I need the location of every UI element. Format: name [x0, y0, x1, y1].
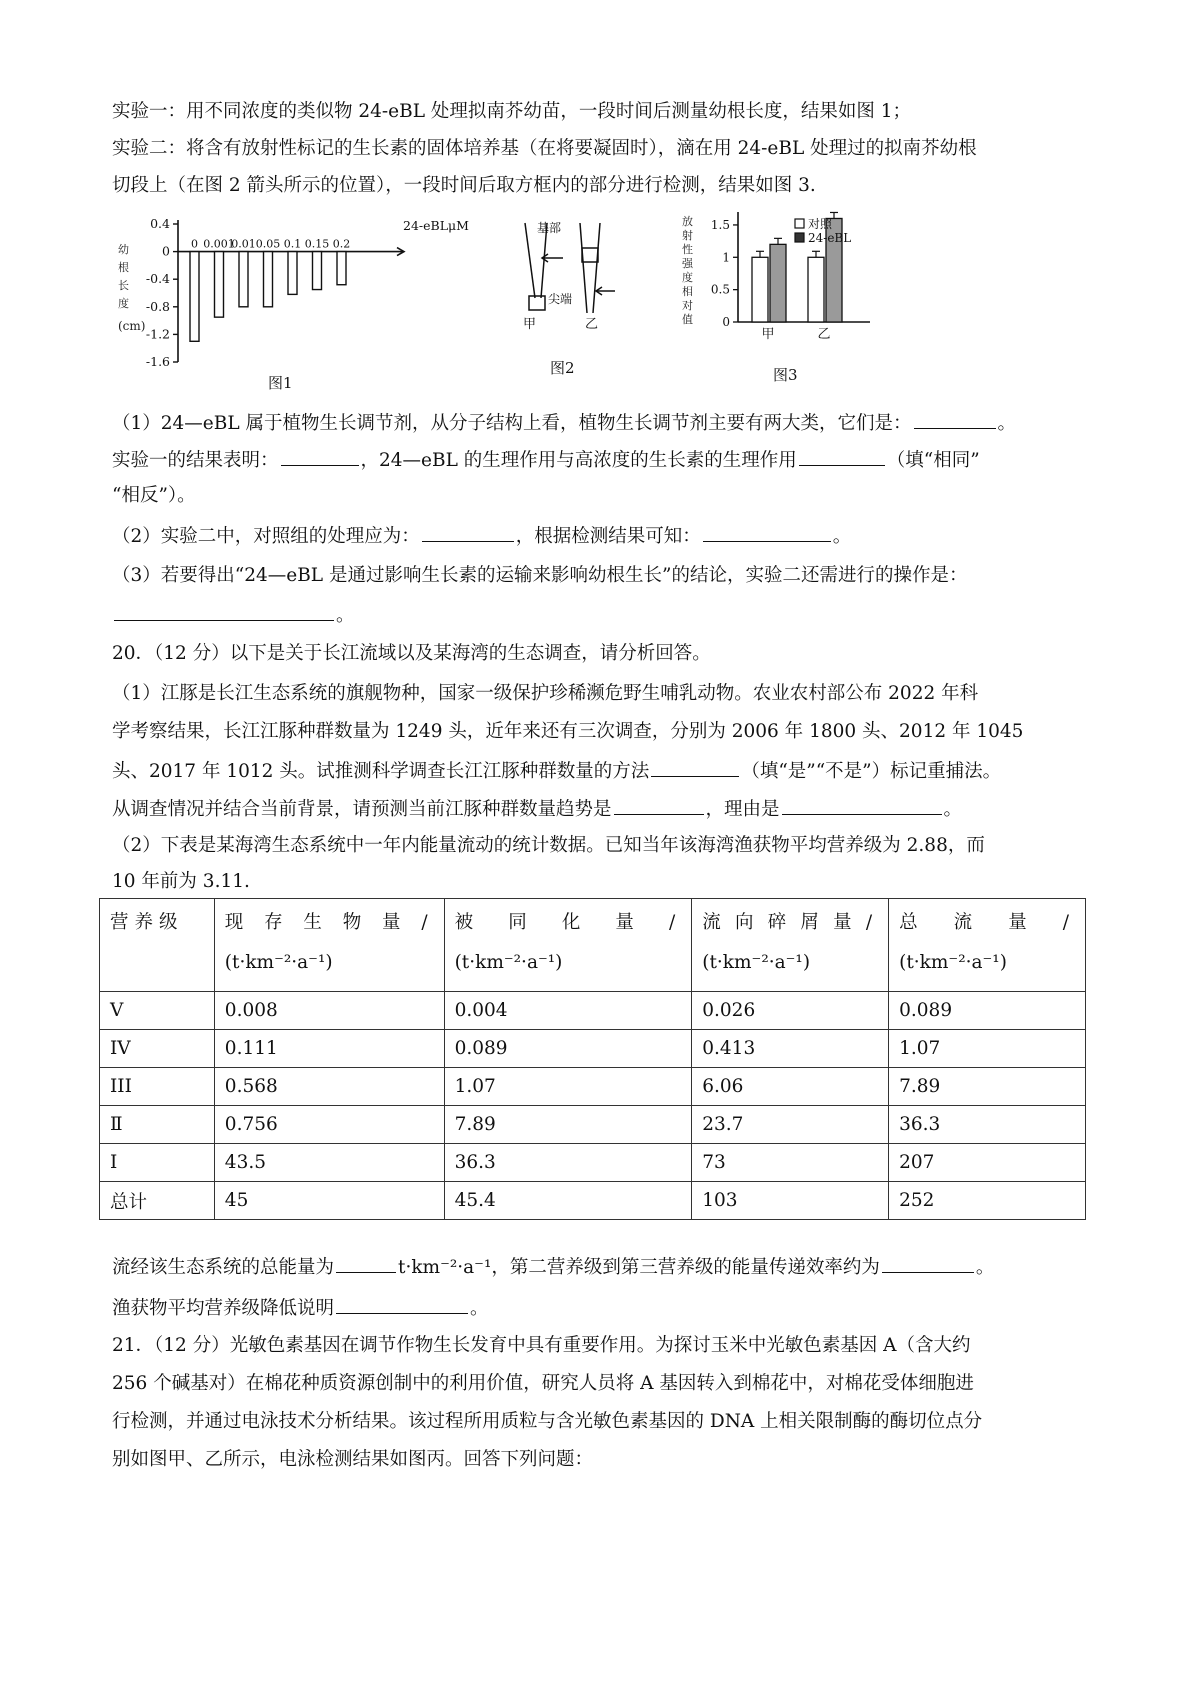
table-cell: 43.5 — [214, 1144, 444, 1182]
figure-3-ylabel-char: 度 — [682, 271, 693, 284]
punct: 。 — [336, 605, 355, 626]
q20-part1-c1: 头、2017 年 1012 头。试推测科学调查长江江豚种群数量的方法 — [112, 761, 650, 782]
q21-line-c: 行检测，并通过电泳技术分析结果。该过程所用质粒与含光敏色素基因的 DNA 上相关限制酶的酶切位点分 — [112, 1411, 983, 1432]
figure-1-category-label: 0.001 — [203, 237, 235, 251]
header-char: 总 — [899, 912, 924, 933]
q21-line-a: 21．（12 分）光敏色素基因在调节作物生长发育中具有重要作用。为探讨玉米中光敏色素基因 A（含大约 — [112, 1335, 971, 1356]
header-to-detritus — [692, 899, 889, 992]
answer-blank[interactable] — [703, 519, 831, 542]
header-char: / — [421, 912, 434, 933]
table-cell: 0.026 — [692, 992, 889, 1030]
table-cell: 0.008 — [214, 992, 444, 1030]
header-char: 流 — [702, 912, 727, 933]
header-char: 同 — [508, 912, 533, 933]
q20-part1-c-line — [112, 754, 1102, 788]
figure-1-ylabel-unit: (cm) — [118, 319, 146, 333]
figure-1-bar — [288, 252, 297, 295]
header-char: 量 — [382, 912, 407, 933]
figure-1-category-label: 0 — [191, 237, 198, 251]
q19-part1-line-b — [112, 443, 1102, 477]
table-cell: 7.89 — [889, 1068, 1086, 1106]
header-char: 量 — [833, 912, 858, 933]
answer-blank[interactable] — [336, 1291, 468, 1314]
q19-part3-text: （3）若要得出“24—eBL 是通过影响生长素的运输来影响幼根生长”的结论，实验二还需进行的操作是： — [112, 565, 968, 586]
figure-3-category-label: 乙 — [817, 327, 831, 342]
figure-3-y-tick-label: 0.5 — [710, 282, 730, 297]
figure-1-bar — [190, 252, 199, 342]
header-label: 营养级 — [110, 912, 184, 933]
table-cell: 103 — [692, 1182, 889, 1220]
q20-part3-line — [112, 1250, 1102, 1284]
q19-part2-text-2: ，根据检测结果可知： — [515, 526, 701, 547]
figure-1-y-tick-label: 0 — [162, 243, 170, 259]
q19-part1-b3: （填“相同” — [886, 450, 980, 471]
root-left-edge — [525, 223, 535, 298]
figure-1-y-tick-label: 0.4 — [150, 218, 170, 231]
table-cell: 0.413 — [692, 1030, 889, 1068]
figure-3-ylabel-char: 值 — [682, 313, 693, 326]
table-cell: 73 — [692, 1144, 889, 1182]
root-right-edge — [593, 223, 600, 313]
table-cell: 36.3 — [444, 1144, 692, 1182]
header-char: 量 — [1008, 912, 1033, 933]
header-unit: (t·km⁻²·a⁻¹) — [454, 952, 563, 973]
sample-box-jia — [529, 296, 545, 310]
energy-flow-table — [99, 898, 1086, 1220]
table-cell: 0.089 — [889, 992, 1086, 1030]
figure-3-category-label: 甲 — [761, 327, 775, 342]
answer-blank[interactable] — [782, 792, 942, 815]
figure-1-category-label: 0.01 — [231, 237, 256, 251]
q19-part1-b1: 实验一的结果表明： — [112, 450, 279, 471]
q20-part1-d-line — [112, 792, 1102, 826]
q21-line-d: 别如图甲、乙所示，电泳检测结果如图丙。回答下列问题： — [112, 1449, 594, 1470]
figure-2-caption: 图2 — [550, 359, 575, 377]
table-cell: 23.7 — [692, 1106, 889, 1144]
header-char: 量 — [615, 912, 640, 933]
answer-blank[interactable] — [799, 443, 885, 466]
answer-blank[interactable] — [281, 443, 359, 466]
header-char: / — [865, 912, 879, 933]
figure-1-ylabel-char: 度 — [118, 297, 129, 310]
experiment-2-text-a: 实验二：将含有放射性标记的生长素的固体培养基（在将要凝固时），滴在用 24-eBL 处理过的拟南芥幼根 — [112, 138, 977, 159]
figure-1-category-label: 0.2 — [332, 237, 351, 251]
table-cell: 0.756 — [214, 1106, 444, 1144]
answer-blank[interactable] — [651, 754, 739, 777]
punct: 。 — [975, 1257, 995, 1278]
header-char: 生 — [303, 912, 328, 933]
figure-3-ylabel-char: 性 — [682, 243, 693, 256]
punct: 。 — [943, 799, 963, 820]
figure-3-legend-swatch — [795, 233, 804, 242]
table-cell: 0.568 — [214, 1068, 444, 1106]
header-char: 被 — [454, 912, 480, 933]
q19-part3-answer-line — [112, 598, 1102, 632]
q20-part1-b: 学考察结果，长江江豚种群数量为 1249 头，近年来还有三次调查，分别为 2006 年 1800 头、2012 年 1045 — [112, 721, 1024, 742]
figure-3-y-tick-label: 0 — [722, 315, 730, 329]
figure-3-legend-label: 对照 — [808, 217, 833, 231]
table-cell: 6.06 — [692, 1068, 889, 1106]
figure-3-bar-treatment — [770, 244, 786, 322]
figure-2-diagram — [515, 218, 635, 388]
q19-part1-text: （1）24—eBL 属于植物生长调节剂，从分子结构上看，植物生长调节剂主要有两大类，它们是： — [112, 413, 912, 434]
header-char: 存 — [264, 912, 289, 933]
q20-part1-c2: （填“是”“不是”）标记重捕法。 — [741, 761, 1002, 782]
table-cell: 1.07 — [889, 1030, 1086, 1068]
table-cell: 0.111 — [214, 1030, 444, 1068]
figure-1-y-tick-label: -1.2 — [145, 326, 170, 342]
figure-1-bar — [215, 252, 224, 318]
figure-1-ylabel-char: 幼 — [118, 243, 129, 256]
q19-part2-text-1: （2）实验二中，对照组的处理应为： — [112, 526, 420, 547]
figure-1-category-label: 0.05 — [255, 237, 281, 251]
figure-1-category-label: 0.15 — [304, 237, 330, 251]
label-yi: 乙 — [585, 317, 599, 332]
q19-part1-b2: ，24—eBL 的生理作用与高浓度的生长素的生理作用 — [360, 450, 797, 471]
figure-1-caption: 图1 — [268, 374, 293, 392]
figure-3-ylabel-char: 强 — [682, 257, 693, 270]
q20-title: 20．（12 分）以下是关于长江流域以及某海湾的生态调查，请分析回答。 — [112, 643, 711, 664]
figure-1-y-tick-label: -0.4 — [145, 271, 170, 287]
figure-3-y-tick-label: 1 — [722, 250, 730, 265]
table-row — [100, 1030, 1086, 1068]
answer-blank[interactable] — [114, 598, 334, 621]
figure-1-category-label: 0.1 — [283, 237, 302, 251]
answer-blank[interactable] — [336, 1250, 396, 1273]
figure-3-y-tick-label: 1.5 — [710, 217, 730, 232]
table-row — [100, 992, 1086, 1030]
q20-part1-a: （1）江豚是长江生态系统的旗舰物种，国家一级保护珍稀濒危野生哺乳动物。农业农村部公布 2022 年科 — [112, 683, 979, 704]
table-cell: 0.004 — [444, 992, 692, 1030]
table-cell: 36.3 — [889, 1106, 1086, 1144]
figure-3-legend-swatch — [795, 219, 804, 228]
label-tip: 尖端 — [548, 292, 573, 306]
header-char: 化 — [561, 912, 587, 933]
answer-blank[interactable] — [914, 406, 996, 429]
punct: 。 — [832, 526, 852, 547]
table-cell: 45.4 — [444, 1182, 692, 1220]
q20-part4-line — [112, 1291, 1102, 1325]
experiment-2-text-b: 切段上（在图 2 箭头所示的位置），一段时间后取方框内的部分进行检测，结果如图 3. — [112, 175, 816, 196]
header-trophic-level — [100, 899, 215, 992]
figure-3-ylabel-char: 对 — [682, 299, 693, 312]
table-cell: 总计 — [100, 1182, 215, 1220]
answer-blank[interactable] — [614, 792, 704, 815]
header-assimilated — [444, 899, 692, 992]
q20-part2-a: （2）下表是某海湾生态系统中一年内能量流动的统计数据。已知当年该海湾渔获物平均营养级为 2.88，而 — [112, 835, 985, 856]
table-cell: 252 — [889, 1182, 1086, 1220]
figure-1-chart — [118, 218, 478, 398]
table-cell: 45 — [214, 1182, 444, 1220]
figure-3-ylabel-char: 放 — [682, 215, 693, 228]
q19-part1-line — [112, 406, 1102, 440]
header-char: 现 — [224, 912, 250, 933]
header-char: 向 — [734, 912, 760, 933]
sample-box-yi — [582, 248, 598, 262]
table-row — [100, 1106, 1086, 1144]
header-char: 屑 — [800, 912, 825, 933]
q20-part3-text-2: t·km⁻²·a⁻¹，第二营养级到第三营养级的能量传递效率约为 — [398, 1257, 880, 1278]
figure-3-ylabel-char: 相 — [682, 285, 693, 298]
figure-3-legend-label: 24-eBL — [808, 231, 852, 245]
figure-3-chart — [680, 210, 950, 390]
q20-part1-d2: ，理由是 — [705, 799, 780, 820]
header-char: 碎 — [767, 912, 793, 933]
figure-1-bar — [239, 252, 248, 307]
table-cell: V — [100, 992, 215, 1030]
table-cell: 7.89 — [444, 1106, 692, 1144]
figure-1-bar — [337, 252, 346, 285]
header-total-flow — [889, 899, 1086, 992]
figure-3-caption: 图3 — [773, 366, 798, 384]
table-cell: 1.07 — [444, 1068, 692, 1106]
q20-part3-text-1: 流经该生态系统的总能量为 — [112, 1257, 335, 1278]
label-jia: 甲 — [523, 317, 537, 332]
experiment-1-text: 实验一：用不同浓度的类似物 24-eBL 处理拟南芥幼苗，一段时间后测量幼根长度，结果如图 1； — [112, 101, 912, 122]
figure-1-ylabel-char: 长 — [118, 279, 129, 292]
table-cell: Ⅱ — [100, 1106, 215, 1144]
header-unit: (t·km⁻²·a⁻¹) — [702, 952, 811, 973]
header-standing-biomass — [214, 899, 444, 992]
header-unit: (t·km⁻²·a⁻¹) — [224, 952, 333, 973]
figure-1-xlabel: 24-eBLμM — [403, 218, 469, 233]
table-cell: III — [100, 1068, 215, 1106]
figure-1-bar — [313, 252, 322, 290]
figure-1-ylabel-char: 根 — [118, 261, 129, 274]
figure-1-y-tick-label: -1.6 — [145, 354, 170, 369]
punct: 。 — [997, 413, 1017, 434]
table-cell: I — [100, 1144, 215, 1182]
answer-blank[interactable] — [422, 519, 514, 542]
figure-1-bar — [264, 252, 273, 307]
answer-blank[interactable] — [882, 1250, 974, 1273]
table-row — [100, 1068, 1086, 1106]
table-cell: IV — [100, 1030, 215, 1068]
table-cell: 0.089 — [444, 1030, 692, 1068]
table-cell: 207 — [889, 1144, 1086, 1182]
figure-3-ylabel-char: 射 — [682, 229, 693, 242]
figure-3-bar-control — [752, 257, 768, 322]
table-row — [100, 1144, 1086, 1182]
q20-part4-text: 渔获物平均营养级降低说明 — [112, 1298, 335, 1319]
table-header-row — [100, 899, 1086, 992]
header-char: 流 — [953, 912, 979, 933]
label-base: 基部 — [537, 221, 562, 235]
header-char: 物 — [342, 912, 368, 933]
table-row-total — [100, 1182, 1086, 1220]
q19-part2-line — [112, 519, 1102, 553]
figure-3-bar-control — [808, 257, 824, 322]
punct: 。 — [470, 1298, 489, 1319]
q20-part1-d1: 从调查情况并结合当前背景，请预测当前江豚种群数量趋势是 — [112, 799, 612, 820]
q19-part1-c: “相反”）。 — [112, 485, 196, 506]
header-char: / — [669, 912, 682, 933]
figure-1-y-tick-label: -0.8 — [145, 298, 170, 314]
header-char: / — [1062, 912, 1075, 933]
root-right-edge — [580, 223, 587, 313]
q21-line-b: 256 个碱基对）在棉花种质资源创制中的利用价值，研究人员将 A 基因转入到棉花中，对棉花受体细胞进 — [112, 1373, 974, 1394]
header-unit: (t·km⁻²·a⁻¹) — [899, 952, 1007, 973]
q20-part2-b: 10 年前为 3.11. — [112, 871, 250, 892]
